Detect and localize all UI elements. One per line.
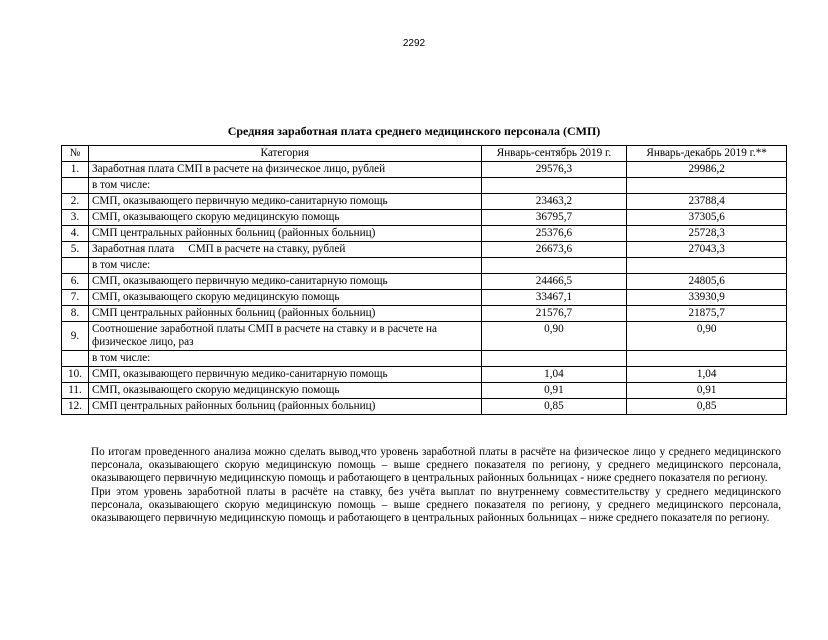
conclusion-text [91, 446, 781, 525]
table-title-text: Средняя заработная плата среднего медицинского персонала (СМП) [227, 124, 601, 138]
row-value-jan-dec: 25728,3 [627, 226, 787, 242]
row-value-jan-sep: 24466,5 [481, 274, 627, 290]
table-row [62, 399, 787, 415]
row-number: 4. [62, 226, 89, 242]
row-value-jan-sep [481, 258, 627, 274]
row-value-jan-dec [627, 258, 787, 274]
header-period-jan-sep: Январь-сентябрь 2019 г. [481, 146, 627, 162]
row-value-jan-sep: 33467,1 [481, 290, 627, 306]
row-number [62, 258, 89, 274]
row-value-jan-dec: 0,85 [627, 399, 787, 415]
row-category: СМП центральных районных больниц (районных больниц) [88, 226, 481, 242]
row-value-jan-dec [627, 178, 787, 194]
row-number: 11. [62, 383, 89, 399]
table-row [62, 226, 787, 242]
table-row [62, 258, 787, 274]
row-value-jan-dec: 33930,9 [627, 290, 787, 306]
table-row [62, 162, 787, 178]
row-category: в том числе: [88, 178, 481, 194]
table-row [62, 274, 787, 290]
header-number: № [62, 146, 89, 162]
table-row [62, 242, 787, 258]
row-number: 6. [62, 274, 89, 290]
row-category: в том числе: [88, 258, 481, 274]
table-row [62, 383, 787, 399]
row-number [62, 351, 89, 367]
row-value-jan-dec: 27043,3 [627, 242, 787, 258]
table-row [62, 351, 787, 367]
row-value-jan-dec: 37305,6 [627, 210, 787, 226]
row-number: 8. [62, 306, 89, 322]
header-category: Категория [88, 146, 481, 162]
row-value-jan-dec: 29986,2 [627, 162, 787, 178]
row-category: СМП центральных районных больниц (районных больниц) [88, 399, 481, 415]
salary-table [61, 145, 787, 415]
row-value-jan-sep: 0,90 [481, 322, 627, 351]
row-value-jan-dec: 24805,6 [627, 274, 787, 290]
row-value-jan-dec: 1,04 [627, 367, 787, 383]
row-value-jan-sep: 1,04 [481, 367, 627, 383]
row-category: СМП, оказывающего скорую медицинскую помощь [88, 383, 481, 399]
row-value-jan-dec: 0,90 [627, 322, 787, 351]
row-number: 1. [62, 162, 89, 178]
row-value-jan-sep: 25376,6 [481, 226, 627, 242]
table-row [62, 194, 787, 210]
row-value-jan-dec: 21875,7 [627, 306, 787, 322]
table-row [62, 322, 787, 351]
row-category: СМП, оказывающего первичную медико-санитарную помощь [88, 367, 481, 383]
row-category: СМП, оказывающего первичную медико-санитарную помощь [88, 194, 481, 210]
paragraph: По итогам проведенного анализа можно сделать вывод,что уровень заработной платы в расчёте на физическое лицо у среднего медицинского персонала, оказывающего скорую медицинскую помощь – выше среднего показателя по региону, у среднего медицинского персонала, оказывающего первичную медицинскую помощь и работающего в центральных районных больницах - ниже среднего показателя по региону. [91, 446, 781, 485]
table-title [0, 124, 828, 139]
row-category: Соотношение заработной платы СМП в расчете на ставку и в расчете на физическое лицо, раз [88, 322, 481, 351]
row-number: 3. [62, 210, 89, 226]
table-row [62, 210, 787, 226]
row-value-jan-sep: 26673,6 [481, 242, 627, 258]
row-category: СМП, оказывающего скорую медицинскую помощь [88, 210, 481, 226]
row-value-jan-sep: 23463,2 [481, 194, 627, 210]
row-number: 10. [62, 367, 89, 383]
row-category: СМП центральных районных больниц (районных больниц) [88, 306, 481, 322]
row-number: 9. [62, 322, 89, 351]
row-value-jan-dec: 0,91 [627, 383, 787, 399]
row-value-jan-sep: 21576,7 [481, 306, 627, 322]
table-row [62, 178, 787, 194]
row-number: 5. [62, 242, 89, 258]
row-number [62, 178, 89, 194]
table-header-row [62, 146, 787, 162]
row-value-jan-sep: 0,85 [481, 399, 627, 415]
row-value-jan-sep: 0,91 [481, 383, 627, 399]
paragraph: При этом уровень заработной платы в расчёте на ставку, без учёта выплат по внутреннему совместительству у среднего медицинского персонала, оказывающего скорую медицинскую помощь – выше среднего показателя по региону, у среднего медицинского персонала, оказывающего первичную медицинскую помощь и работающего в центральных районных больницах – ниже среднего показателя по региону. [91, 485, 781, 525]
row-category: в том числе: [88, 351, 481, 367]
row-value-jan-sep [481, 178, 627, 194]
table-row [62, 290, 787, 306]
row-value-jan-dec: 23788,4 [627, 194, 787, 210]
row-number: 12. [62, 399, 89, 415]
row-category: СМП, оказывающего первичную медико-санитарную помощь [88, 274, 481, 290]
row-category: Заработная плата СМП в расчете на физическое лицо, рублей [88, 162, 481, 178]
row-number: 7. [62, 290, 89, 306]
row-category: Заработная плата СМП в расчете на ставку, рублей [88, 242, 481, 258]
table-row [62, 306, 787, 322]
header-period-jan-dec: Январь-декабрь 2019 г.** [627, 146, 787, 162]
row-category: СМП, оказывающего скорую медицинскую помощь [88, 290, 481, 306]
row-number: 2. [62, 194, 89, 210]
row-value-jan-sep: 29576,3 [481, 162, 627, 178]
row-value-jan-sep: 36795,7 [481, 210, 627, 226]
row-value-jan-sep [481, 351, 627, 367]
page-number: 2292 [402, 38, 426, 49]
row-value-jan-dec [627, 351, 787, 367]
table-row [62, 367, 787, 383]
